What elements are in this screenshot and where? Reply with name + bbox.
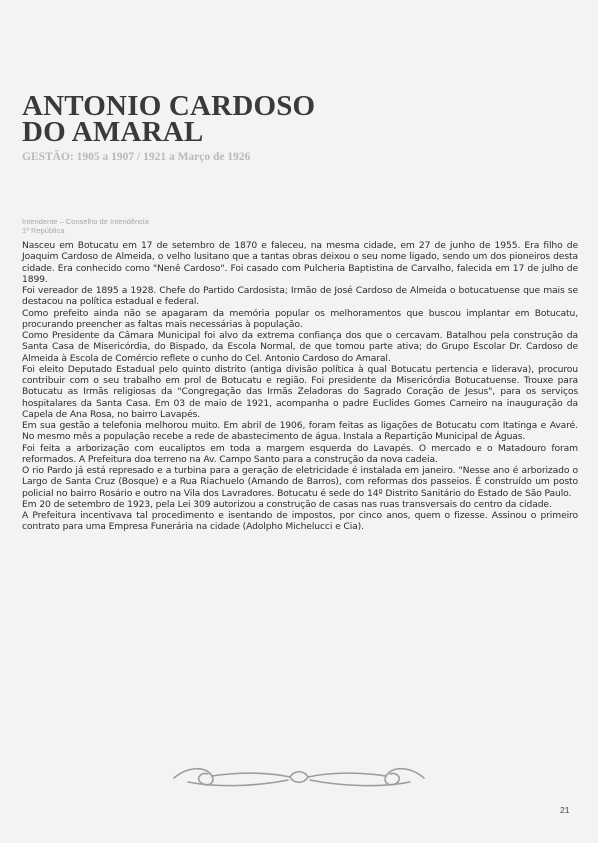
paragraph: Em 20 de setembro de 1923, pela Lei 309 autorizou a construção de casas nas ruas transversais do centro da cidade.: [22, 498, 552, 510]
paragraph: Foi feita a arborização com eucaliptos em toda a margem esquerda do Lavapés. O mercado e o Matadouro foram reformados. A Prefeitura doa terreno na Av. Campo Santo para a construção da nova cadeia.: [22, 442, 578, 465]
role-line-2: 1ª República: [22, 226, 65, 235]
paragraph: A Prefeitura incentivava tal procedimento e isentando de impostos, por cinco anos, quem o fizesse. Assinou o primeiro contrato para uma Empresa Funerária na cidade (Adolpho Michelucci e Cia).: [22, 510, 578, 533]
page-title: [22, 90, 402, 148]
paragraph: Como Presidente da Câmara Municipal foi alvo da extrema confiança dos que o cercavam. Batalhou pela construção da Santa Casa de Misericórdia, do Bispado, da Escola Normal, de que tomou parte ativa; do Grupo Escolar Dr. Cardoso de Almeida à Escola de Comércio reflete o cunho do Cel. Antonio Cardoso do Amaral.: [22, 330, 578, 364]
paragraph: Nasceu em Botucatu em 17 de setembro de 1870 e faleceu, na mesma cidade, em 27 de junho de 1955. Era filho de Joaquim Cardoso de Almeida, o velho lusitano que a tantas obras deixou o seu nome ligado, sendo um dos pioneiros desta cidade. Era conhecido como "Nenê Cardoso". Foi casado com Pulcheria Baptistina de Carvalho, falecida em 17 de julho de 1899.: [22, 240, 578, 285]
title-line-2: DO AMARAL: [22, 116, 204, 148]
scroll-flourish-ornament-icon: [168, 760, 430, 794]
paragraph: Como prefeito ainda não se apagaram da memória popular os melhoramentos que buscou implantar em Botucatu, procurando preencher as faltas mais necessárias à população.: [22, 307, 578, 330]
paragraph: Foi eleito Deputado Estadual pelo quinto distrito (antiga divisão política à qual Botucatu pertencia e liderava), procurou contribuir com o seu trabalho em prol de Botucatu e região. Foi presidente da Misericórdia Botucatuense. Trouxe para Botucatu as Irmãs religiosas da "Congregação das Irmãs Zeladoras do Sagrado Coração de Jesus", para os serviços hospitalares da Santa Casa. Em 03 de maio de 1921, acompanha o padre Euclides Gomes Carneiro na inauguração da Capela de Ana Rosa, no bairro Lavapés.: [22, 363, 578, 420]
role-caption: [22, 217, 149, 235]
paragraph: Foi vereador de 1895 a 1928. Chefe do Partido Cardosista; Irmão de José Cardoso de Almeida o botucatuense que mais se destacou na política estadual e federal.: [22, 285, 578, 308]
paragraph: Em sua gestão a telefonia melhorou muito. Em abril de 1906, foram feitas as ligações de Botucatu com Itatinga e Avaré. No mesmo mês a população recebe a rede de abastecimento de água. Instala a Repartição Municipal de Águas.: [22, 420, 578, 443]
paragraph: O rio Pardo já está represado e a turbina para a geração de eletricidade é instalada em janeiro. "Nesse ano é arborizado o Largo de Santa Cruz (Bosque) e a Rua Riachuelo (Amando de Barros), com reformas dos passeios. É construído um posto policial no bairro Rosário e outro na Vila dos Lavradores. Botucatu é sede do 14º Distrito Sanitário do Estado de São Paulo.: [22, 465, 578, 499]
title-line-1: ANTONIO CARDOSO: [22, 90, 316, 122]
page-number: 21: [560, 805, 570, 815]
biography-text: [22, 240, 578, 533]
role-line-1: Intendente – Conselho de Intendência: [22, 217, 149, 226]
term-subtitle: GESTÃO: 1905 a 1907 / 1921 a Março de 1926: [22, 151, 251, 163]
